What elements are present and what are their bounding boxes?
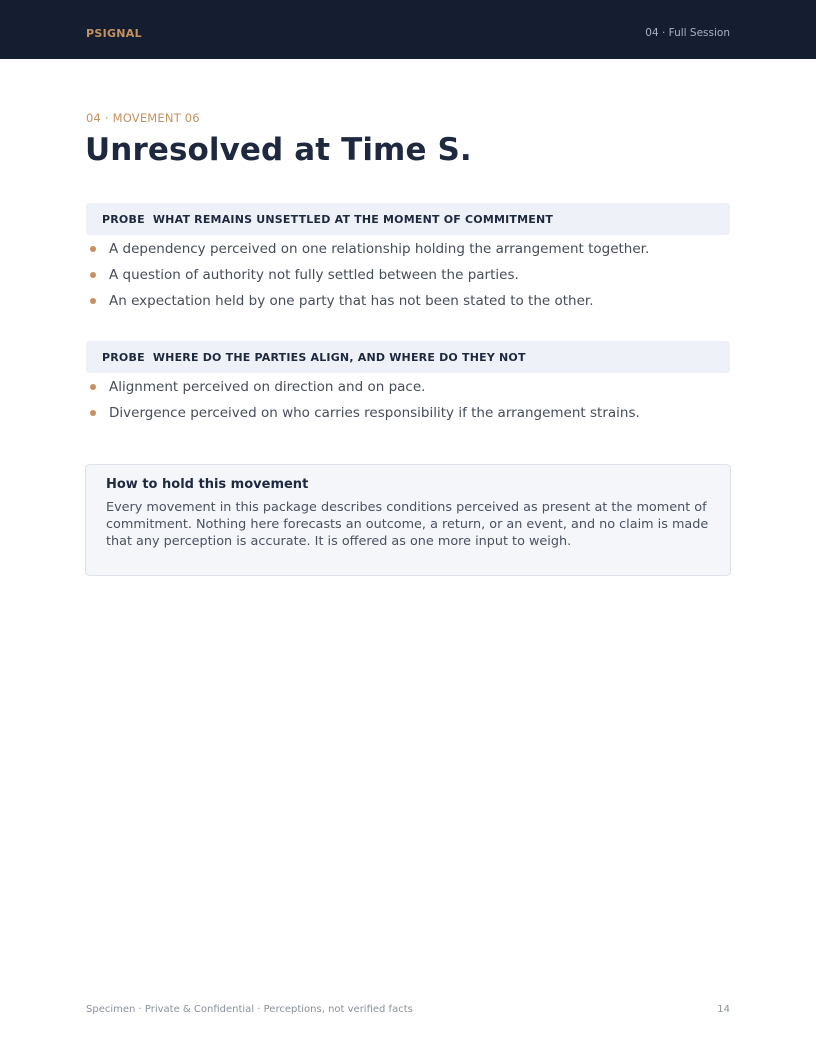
list-item (86, 404, 730, 422)
section-label: 04 · Full Session (645, 27, 730, 39)
movement-eyebrow: 04 · MOVEMENT 06 (86, 111, 200, 125)
note-body: Every movement in this package describes conditions perceived as present at the moment of commitment. Nothing here forecasts an outcome, a return, or an event, and no claim is made that any perception is accurate. It is offered as one more input to weigh. (106, 500, 709, 549)
probe-list (86, 378, 730, 422)
list-item-text: Divergence perceived on who carries responsibility if the arrangement strains. (109, 405, 640, 421)
probe-heading: PROBE WHAT REMAINS UNSETTLED AT THE MOMENT OF COMMITMENT (86, 203, 730, 235)
probe-unsettled (86, 203, 730, 310)
page-number: 14 (717, 1004, 730, 1015)
bullet-icon (90, 272, 96, 278)
page-header (0, 0, 816, 59)
bullet-icon (90, 298, 96, 304)
list-item (86, 266, 730, 284)
list-item-text: An expectation held by one party that has not been stated to the other. (109, 293, 594, 309)
brand-name: PSIGNAL (86, 27, 142, 40)
list-item-text: A dependency perceived on one relationship holding the arrangement together. (109, 241, 650, 257)
bullet-icon (90, 384, 96, 390)
bullet-icon (90, 410, 96, 416)
page-title: Unresolved at Time S. (85, 132, 472, 168)
footer-disclaimer: Specimen · Private & Confidential · Perceptions, not verified facts (86, 1004, 413, 1015)
probe-list (86, 240, 730, 310)
note-title: How to hold this movement (106, 477, 309, 492)
probe-heading: PROBE WHERE DO THE PARTIES ALIGN, AND WHERE DO THEY NOT (86, 341, 730, 373)
list-item-text: Alignment perceived on direction and on pace. (109, 379, 426, 395)
list-item (86, 292, 730, 310)
probe-alignment (86, 341, 730, 422)
bullet-icon (90, 246, 96, 252)
list-item (86, 240, 730, 258)
list-item-text: A question of authority not fully settled between the parties. (109, 267, 519, 283)
guidance-note (85, 464, 731, 576)
list-item (86, 378, 730, 396)
